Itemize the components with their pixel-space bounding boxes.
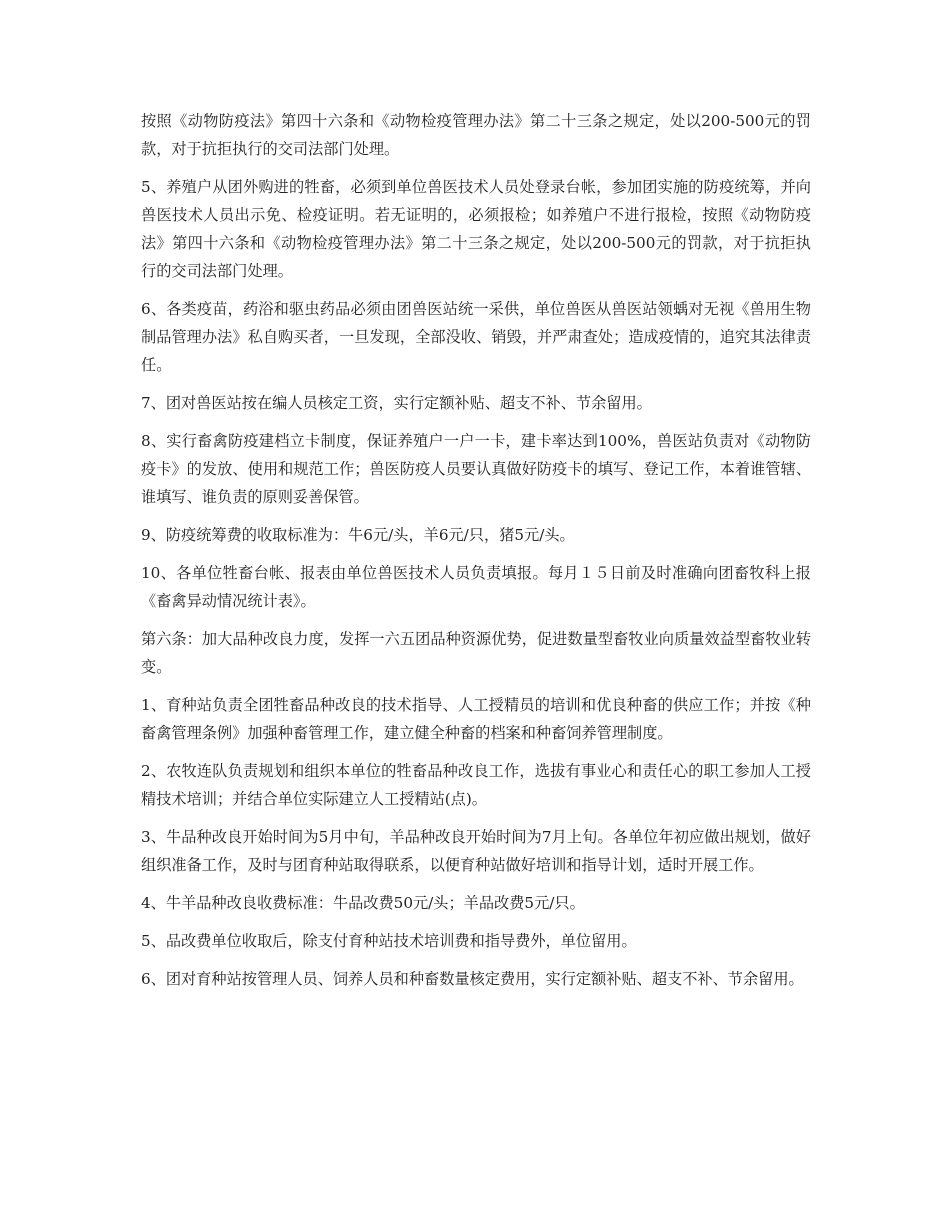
paragraph-article-6-item-3: 3、牛品种改良开始时间为5月中旬，羊品种改良开始时间为7月上旬。各单位年初应做出规划，做好组织准备工作，及时与团育种站取得联系，以便育种站做好培训和指导计划，适时开展工作。 xyxy=(141,828,811,874)
paragraph-item-6-vaccines: 6、各类疫苗，药浴和驱虫药品必须由团兽医站统一采供，单位兽医从兽医站领蝺对无视《兽用生物制品管理办法》私自购买者，一旦发现，全部没收、销毁，并严肃查处；造成疫情的，追究其法律责任。 xyxy=(141,300,811,374)
paragraph-item-10-ledgers: 10、各单位牲畜台帐、报表由单位兽医技术人员负责填报。每月１５日前及时准确向团畜牧科上报《畜禽异动情况统计表》。 xyxy=(141,564,811,610)
paragraph-article-6: 第六条：加大品种改良力度，发挥一六五团品种资源优势，促进数量型畜牧业向质量效益型畜牧业转变。 xyxy=(141,630,811,676)
paragraph-item-7-vet-station-wages: 7、团对兽医站按在编人员核定工资，实行定额补贴、超支不补、节余留用。 xyxy=(141,394,652,412)
paragraph-item-9-fee-standard: 9、防疫统筹费的收取标准为：牛6元/头，羊6元/只，猪5元/头。 xyxy=(141,526,575,544)
paragraph-article-6-item-4: 4、牛羊品种改良收费标准：牛品改费50元/头；羊品改费5元/只。 xyxy=(141,894,585,912)
paragraph-item-5-purchased-livestock: 5、养殖户从团外购进的牲畜，必须到单位兽医技术人员处登录台帐，参加团实施的防疫统筹，并向兽医技术人员出示免、检疫证明。若无证明的，必须报检；如养殖户不进行报检，按照《动物防疫法》第四十六条和《动物检疫管理办法》第二十三条之规定，处以200-500元的罚款，对于抗拒执行的交司法部门处理。 xyxy=(141,178,811,280)
document-body xyxy=(141,107,811,1003)
paragraph-item-8-epidemic-cards: 8、实行畜禽防疫建档立卡制度，保证养殖户一户一卡，建卡率达到100%，兽医站负责对《动物防疫卡》的发放、使用和规范工作；兽医防疫人员要认真做好防疫卡的填写、登记工作，本着谁管辖、谁填写、谁负责的原则妥善保管。 xyxy=(141,432,811,506)
paragraph-article-6-item-1: 1、育种站负责全团牲畜品种改良的技术指导、人工授精员的培训和优良种畜的供应工作；并按《种畜禽管理条例》加强种畜管理工作，建立健全种畜的档案和种畜饲养管理制度。 xyxy=(141,696,811,742)
paragraph-article-6-item-2: 2、农牧连队负责规划和组织本单位的牲畜品种改良工作，选拔有事业心和责任心的职工参加人工授精技术培训；并结合单位实际建立人工授精站(点)。 xyxy=(141,762,811,808)
paragraph-article-6-item-5: 5、品改费单位收取后，除支付育种站技术培训费和指导费外，单位留用。 xyxy=(141,932,637,950)
paragraph-penalty-clause: 按照《动物防疫法》第四十六条和《动物检疫管理办法》第二十三条之规定，处以200-500元的罚款，对于抗拒执行的交司法部门处理。 xyxy=(141,112,811,158)
paragraph-article-6-item-6: 6、团对育种站按管理人员、饲养人员和种畜数量核定费用，实行定额补贴、超支不补、节余留用。 xyxy=(141,970,804,988)
